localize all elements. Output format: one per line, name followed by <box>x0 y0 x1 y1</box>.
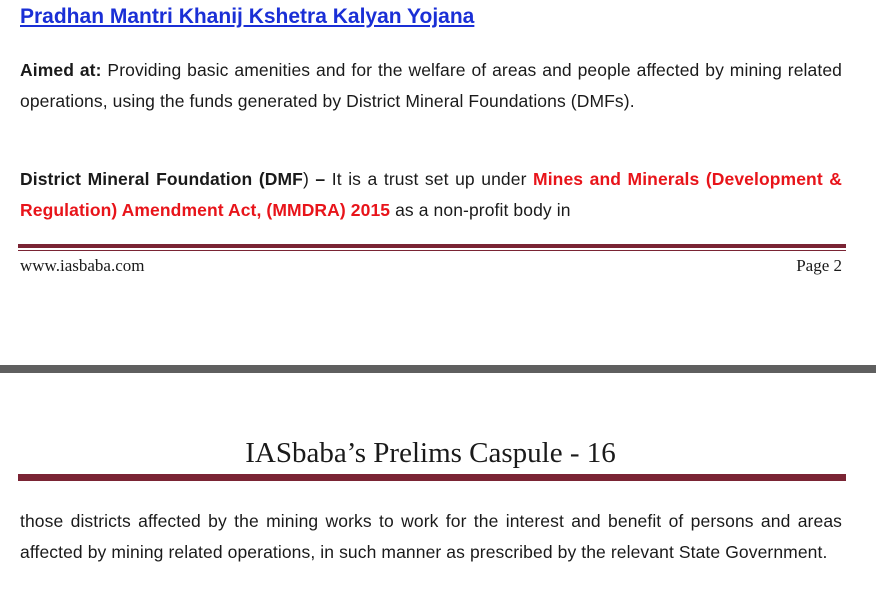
dmf-label: District Mineral Foundation (DMF <box>20 169 303 189</box>
page-header-title: IASbaba’s Prelims Caspule - 16 <box>245 437 616 469</box>
footer-page-number: Page 2 <box>796 256 842 275</box>
header-divider <box>18 474 846 481</box>
aimed-at-text: Providing basic amenities and for the welfare of areas and people affected by mining related operations, using the funds generated by District Mineral Foundations (DMFs). <box>20 60 843 111</box>
continuation-paragraph: those districts affected by the mining works to work for the interest and benefit of persons and areas affected by mining related operations, in such manner as prescribed by the relevant State Government. <box>20 511 842 562</box>
dmf-text-before: It is a trust set up under <box>331 169 534 189</box>
footer-website: www.iasbaba.com <box>20 256 145 275</box>
dmf-label-close: ) <box>302 169 309 189</box>
dmf-dash: – <box>308 169 332 189</box>
section-heading-link[interactable]: Pradhan Mantri Khanij Kshetra Kalyan Yojana <box>20 5 475 28</box>
dmf-text-after: as a non-profit body in <box>390 199 571 220</box>
mmdra-act-highlight: Mines and Minerals (Development & Regulation) Amendment Act, (MMDRA) 2015 <box>20 169 842 220</box>
dmf-paragraph <box>20 164 842 225</box>
footer-divider <box>18 244 846 251</box>
aimed-at-paragraph <box>20 55 842 116</box>
page-break-separator <box>0 365 876 373</box>
aimed-at-label: Aimed at: <box>20 60 102 80</box>
